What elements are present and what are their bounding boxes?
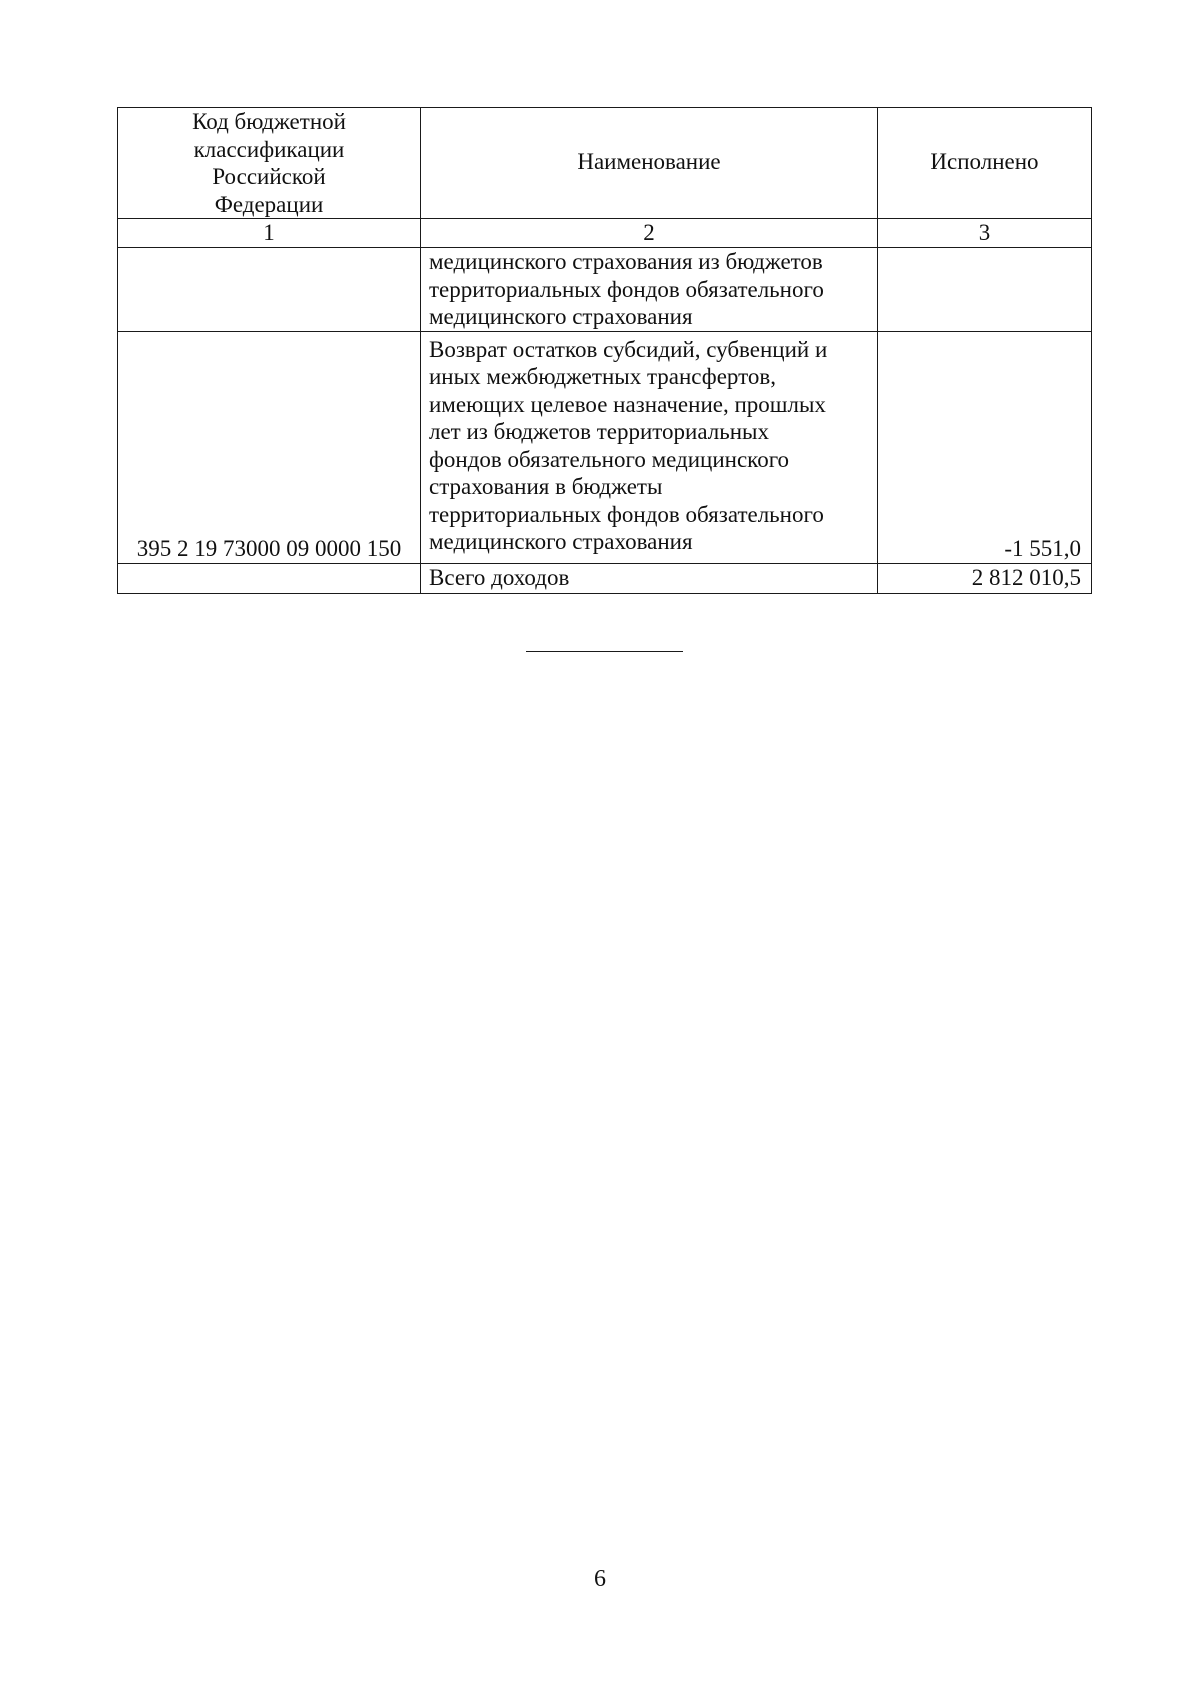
row-name-line: страхования в бюджеты bbox=[429, 474, 663, 499]
table-row bbox=[118, 248, 1092, 332]
total-row bbox=[118, 563, 1092, 593]
column-number-1: 1 bbox=[118, 219, 421, 248]
header-code: Код бюджетной классификации Российской Федерации bbox=[118, 108, 421, 219]
table-row bbox=[118, 331, 1092, 563]
row-amount bbox=[878, 248, 1092, 332]
row-name-line: территориальных фондов обязательного bbox=[429, 276, 824, 302]
header-executed: Исполнено bbox=[878, 108, 1092, 219]
row-name-line: медицинского страхования из бюджетов bbox=[429, 249, 823, 274]
column-number-row bbox=[118, 219, 1092, 248]
row-name bbox=[421, 248, 878, 332]
row-code bbox=[118, 248, 421, 332]
total-amount: 2 812 010,5 bbox=[878, 563, 1092, 593]
row-name-line: имеющих целевое назначение, прошлых bbox=[429, 391, 826, 417]
row-amount: -1 551,0 bbox=[878, 331, 1092, 563]
table-header-row bbox=[118, 108, 1092, 219]
column-number-3: 3 bbox=[878, 219, 1092, 248]
row-code: 395 2 19 73000 09 0000 150 bbox=[118, 331, 421, 563]
row-name-line: территориальных фондов обязательного bbox=[429, 501, 824, 527]
row-name-line: медицинского страхования bbox=[429, 529, 693, 554]
header-name: Наименование bbox=[421, 108, 878, 219]
row-name-line: фондов обязательного медицинского bbox=[429, 446, 790, 472]
revenue-table bbox=[117, 107, 1092, 594]
row-name-line: лет из бюджетов территориальных bbox=[429, 419, 769, 444]
page-number: 6 bbox=[594, 1566, 606, 1592]
row-name-line: Возврат остатков субсидий, субвенций и bbox=[429, 336, 828, 362]
row-name-line: иных межбюджетных трансфертов, bbox=[429, 364, 776, 389]
end-divider bbox=[526, 651, 683, 652]
total-label: Всего доходов bbox=[421, 563, 878, 593]
column-number-2: 2 bbox=[421, 219, 878, 248]
row-name bbox=[421, 331, 878, 563]
total-code bbox=[118, 563, 421, 593]
row-name-line: медицинского страхования bbox=[429, 304, 693, 329]
